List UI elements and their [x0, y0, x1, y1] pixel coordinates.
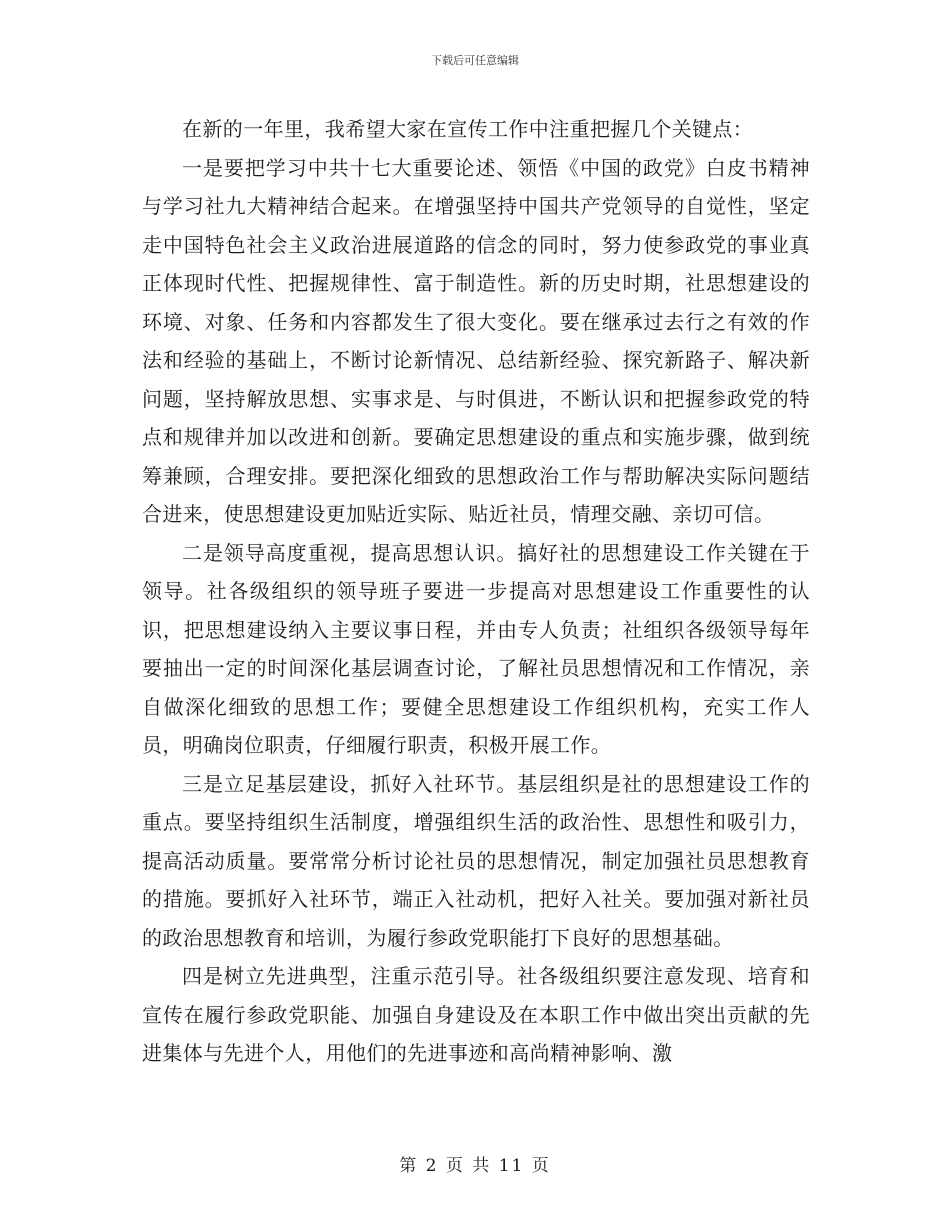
- paragraph-point-four: 四是树立先进典型，注重示范引导。社各级组织要注意发现、培育和宣传在履行参政党职能、加强自身建设及在本职工作中做出突出贡献的先进集体与先进个人，用他们的先进事迹和高尚精神影响、激: [142, 964, 810, 1065]
- page-number: 第 2 页 共 11 页: [399, 1156, 551, 1176]
- paragraph-point-one: 一是要把学习中共十七大重要论述、领悟《中国的政党》白皮书精神与学习社九大精神结合起来。在增强坚持中国共产党领导的自觉性，坚定走中国特色社会主义政治进展道路的信念的同时，努力使参政党的事业真正体现时代性、把握规律性、富于制造性。新的历史时期，社思想建设的环境、对象、任务和内容都发生了很大变化。要在继承过去行之有效的作法和经验的基础上，不断讨论新情况、总结新经验、探究新路子、解决新问题，坚持解放思想、实事求是、与时俱进，不断认识和把握参政党的特点和规律并加以改进和创新。要确定思想建设的重点和实施步骤，做到统筹兼顾，合理安排。要把深化细致的思想政治工作与帮助解决实际问题结合进来，使思想建设更加贴近实际、贴近社员，情理交融、亲切可信。: [142, 155, 810, 526]
- document-body: [142, 110, 810, 1073]
- paragraph-point-two: 二是领导高度重视，提高思想认识。搞好社的思想建设工作关键在于领导。社各级组织的领导班子要进一步提高对思想建设工作重要性的认识，把思想建设纳入主要议事日程，并由专人负责；社组织各级领导每年要抽出一定的时间深化基层调查讨论，了解社员思想情况和工作情况，亲自做深化细致的思想工作；要健全思想建设工作组织机构，充实工作人员，明确岗位职责，仔细履行职责，积极开展工作。: [142, 540, 810, 757]
- paragraph-point-three: 三是立足基层建设，抓好入社环节。基层组织是社的思想建设工作的重点。要坚持组织生活制度，增强组织生活的政治性、思想性和吸引力，提高活动质量。要常常分析讨论社员的思想情况，制定加强社员思想教育的措施。要抓好入社环节，端正入社动机，把好入社关。要加强对新社员的政治思想教育和培训，为履行参政党职能打下良好的思想基础。: [142, 771, 810, 950]
- paragraph-intro: 在新的一年里，我希望大家在宣传工作中注重把握几个关键点：: [182, 117, 754, 141]
- page-header: 下载后可任意编辑: [431, 54, 519, 67]
